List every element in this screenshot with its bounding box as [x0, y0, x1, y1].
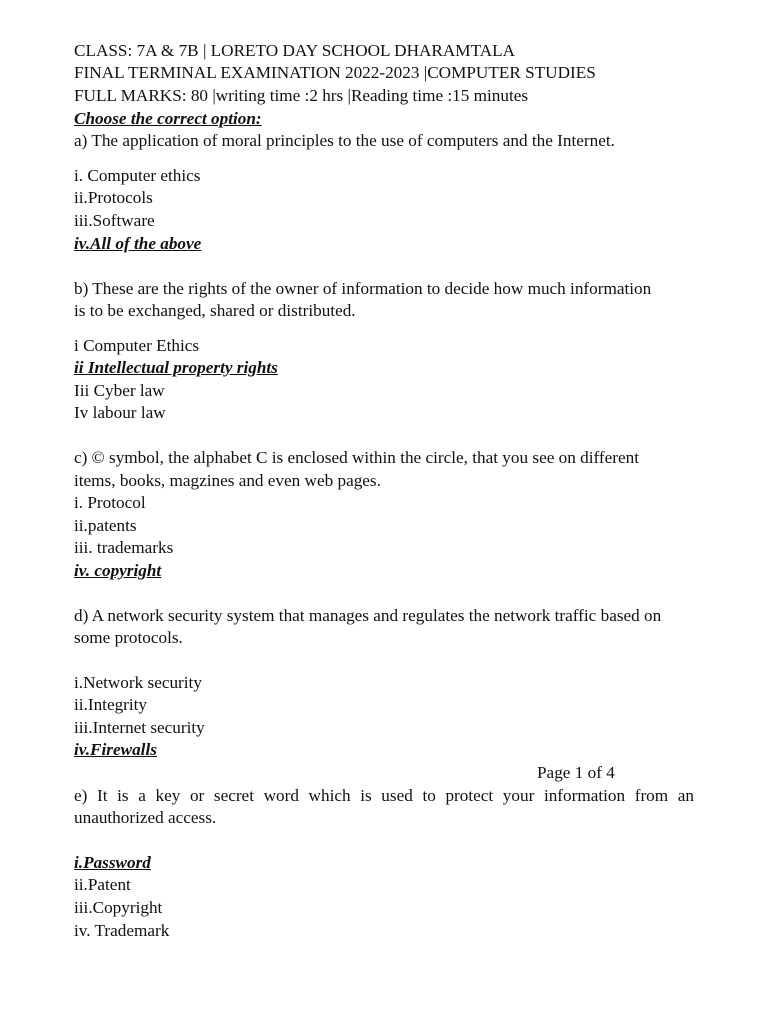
question-c-option-3: iii. trademarks: [74, 538, 174, 557]
question-c-text-line1: c) © symbol, the alphabet C is enclosed within the circle, that you see on different: [74, 448, 639, 467]
question-a-text: a) The application of moral principles to the use of computers and the Internet.: [74, 131, 615, 150]
header-marks-line: FULL MARKS: 80 |writing time :2 hrs |Reading time :15 minutes: [74, 86, 529, 105]
question-c-answer-option-4: iv. copyright: [74, 561, 162, 580]
question-d-option-2: ii.Integrity: [74, 695, 148, 714]
question-e-text-line1: e) It is a key or secret word which is used to protect your information from an: [74, 786, 694, 805]
question-b-answer-option-2: ii Intellectual property rights: [74, 358, 278, 377]
question-c-option-2: ii.patents: [74, 516, 137, 535]
header-class-line: CLASS: 7A & 7B | LORETO DAY SCHOOL DHARAMTALA: [74, 41, 516, 60]
question-a-option-2: ii.Protocols: [74, 188, 153, 207]
question-c-option-1: i. Protocol: [74, 493, 146, 512]
question-b-text-line1: b) These are the rights of the owner of information to decide how much information: [74, 279, 652, 298]
question-b-option-4: Iv labour law: [74, 403, 166, 422]
question-e-option-2: ii.Patent: [74, 875, 131, 894]
question-b-option-1: i Computer Ethics: [74, 336, 200, 355]
question-e-option-4: iv. Trademark: [74, 921, 170, 940]
question-b-text-line2: is to be exchanged, shared or distributed.: [74, 301, 356, 320]
question-c-text-line2: items, books, magzines and even web pages.: [74, 471, 381, 490]
question-d-answer-option-4: iv.Firewalls: [74, 740, 157, 759]
page-number: Page 1 of 4: [537, 763, 615, 782]
instruction-heading: Choose the correct option:: [74, 109, 262, 128]
question-b-option-3: Iii Cyber law: [74, 381, 165, 400]
question-d-text-line2: some protocols.: [74, 628, 183, 647]
header-exam-line: FINAL TERMINAL EXAMINATION 2022-2023 |COMPUTER STUDIES: [74, 63, 596, 82]
question-d-option-3: iii.Internet security: [74, 718, 205, 737]
question-e-answer-option-1: i.Password: [74, 853, 151, 872]
question-a-option-3: iii.Software: [74, 211, 155, 230]
question-a-answer-option-4: iv.All of the above: [74, 234, 202, 253]
question-e-text-line2: unauthorized access.: [74, 808, 217, 827]
question-a-option-1: i. Computer ethics: [74, 166, 201, 185]
question-d-option-1: i.Network security: [74, 673, 202, 692]
question-d-text-line1: d) A network security system that manages and regulates the network traffic based on: [74, 606, 662, 625]
question-e-option-3: iii.Copyright: [74, 898, 163, 917]
